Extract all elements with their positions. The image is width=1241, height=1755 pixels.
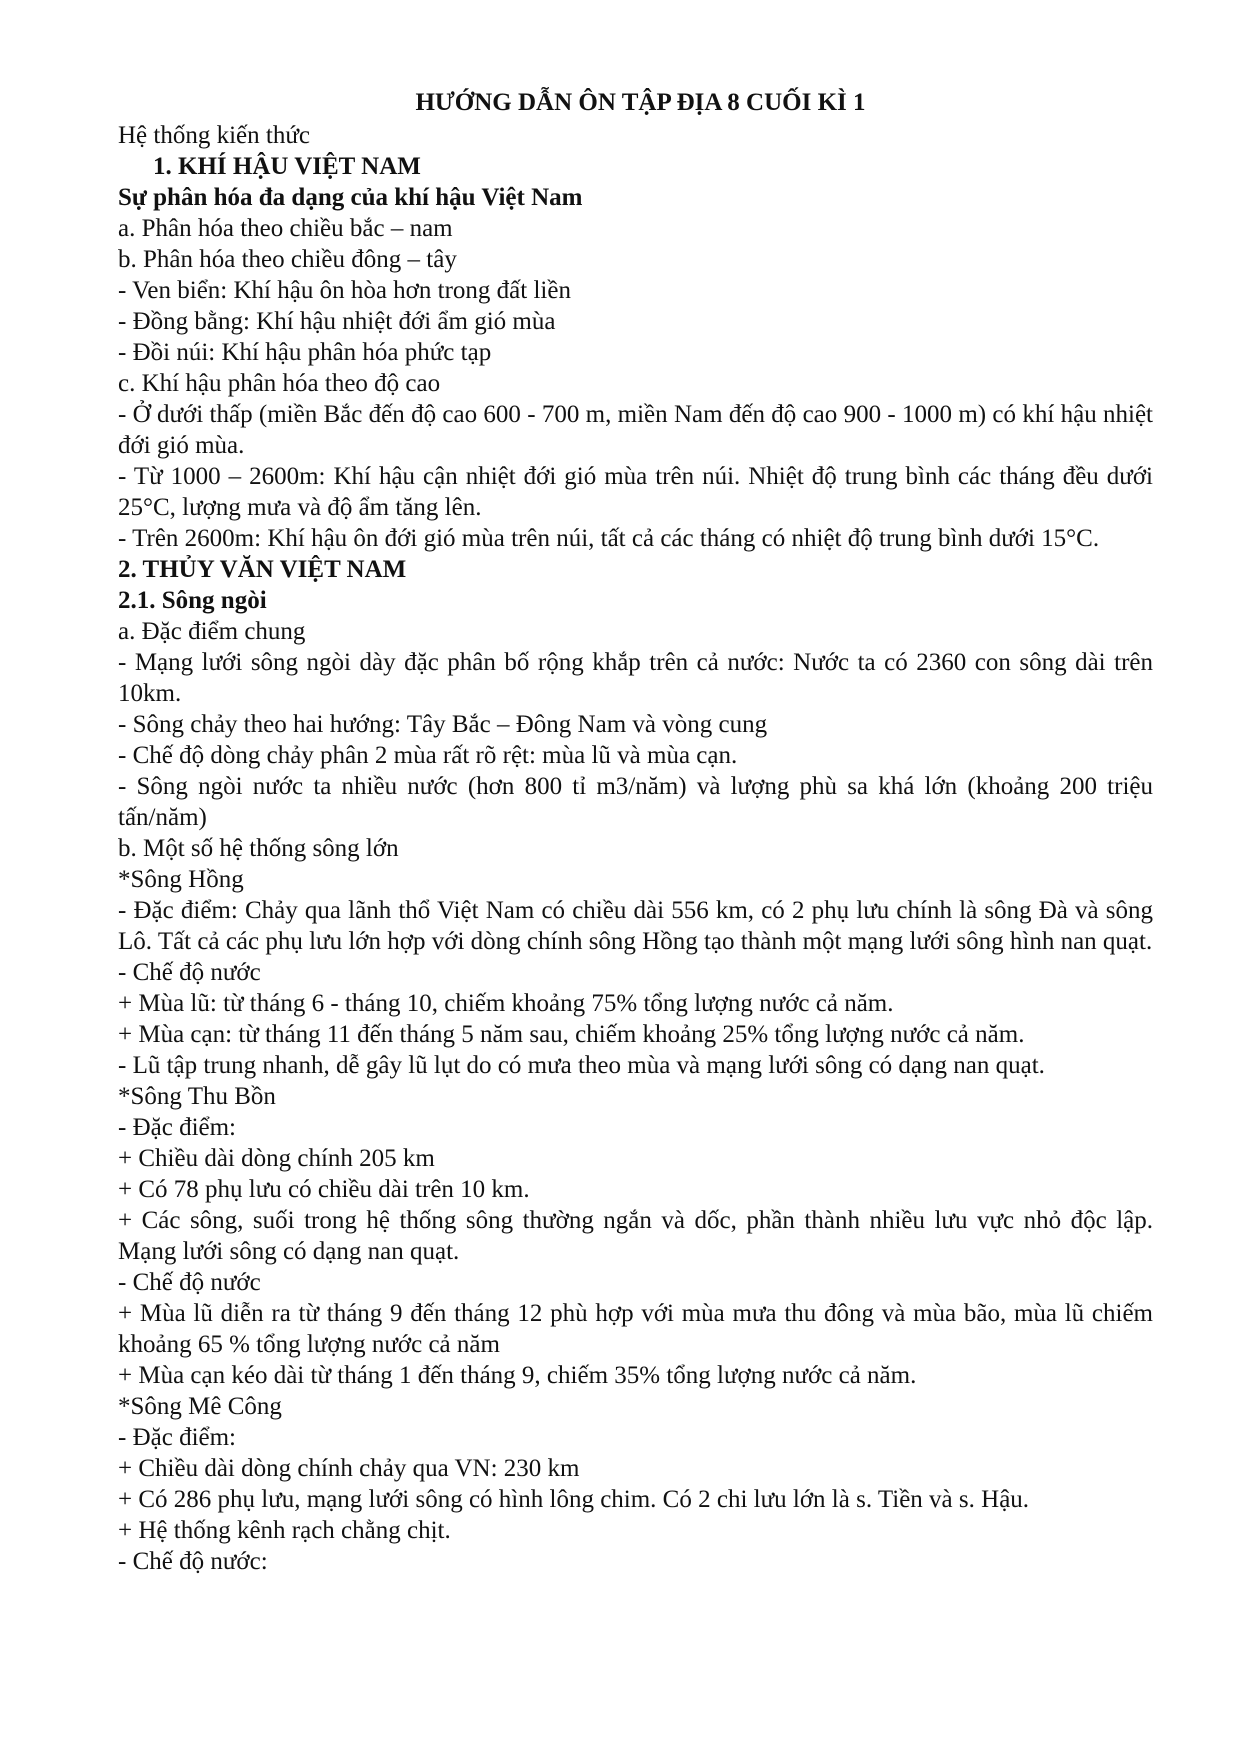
paragraph-line: *Sông Thu Bồn: [118, 1083, 276, 1110]
paragraph-line: - Chế độ dòng chảy phân 2 mùa rất rõ rệt: mùa lũ và mùa cạn.: [118, 742, 738, 769]
paragraph-line: - Đặc điểm: Chảy qua lãnh thổ Việt Nam có chiều dài 556 km, có 2 phụ lưu chính là sông Đà và sông Lô. Tất cả các phụ lưu lớn hợp với dòng chính sông Hồng tạo thành một mạng lưới sông hình nan quạt.: [118, 897, 1153, 955]
paragraph-line: *Sông Hồng: [118, 866, 244, 893]
paragraph-line: - Ven biển: Khí hậu ôn hòa hơn trong đất liền: [118, 277, 571, 304]
paragraph-line: - Đồi núi: Khí hậu phân hóa phức tạp: [118, 339, 492, 366]
paragraph-line: Hệ thống kiến thức: [118, 122, 310, 149]
paragraph-line: b. Một số hệ thống sông lớn: [118, 835, 399, 862]
paragraph-line: + Hệ thống kênh rạch chằng chịt.: [118, 1517, 451, 1544]
paragraph-line: + Chiều dài dòng chính chảy qua VN: 230 km: [118, 1455, 580, 1482]
paragraph-line: - Mạng lưới sông ngòi dày đặc phân bố rộng khắp trên cả nước: Nước ta có 2360 con sông dài trên 10km.: [118, 649, 1153, 707]
paragraph-line: - Từ 1000 – 2600m: Khí hậu cận nhiệt đới gió mùa trên núi. Nhiệt độ trung bình các tháng đều dưới 25°C, lượng mưa và độ ẩm tăng lên.: [118, 463, 1153, 521]
section-heading: 2.1. Sông ngòi: [118, 587, 267, 614]
document-page: [118, 86, 1153, 1577]
paragraph-line: - Chế độ nước: [118, 1269, 261, 1296]
document-title: HƯỚNG DẪN ÔN TẬP ĐỊA 8 CUỐI KÌ 1: [415, 89, 866, 116]
paragraph-line: b. Phân hóa theo chiều đông – tây: [118, 246, 457, 273]
paragraph-line: + Các sông, suối trong hệ thống sông thường ngắn và dốc, phần thành nhiều lưu vực nhỏ độc lập. Mạng lưới sông có dạng nan quạt.: [118, 1207, 1153, 1265]
paragraph-line: a. Đặc điểm chung: [118, 618, 306, 645]
paragraph-line: - Đặc điểm:: [118, 1114, 237, 1141]
section-heading: 1. KHÍ HẬU VIỆT NAM: [153, 153, 421, 180]
section-heading: 2. THỦY VĂN VIỆT NAM: [118, 556, 407, 583]
paragraph-line: - Trên 2600m: Khí hậu ôn đới gió mùa trên núi, tất cả các tháng có nhiệt độ trung bình dưới 15°C.: [118, 525, 1100, 552]
document-body: [118, 120, 1153, 1577]
paragraph-line: + Mùa lũ: từ tháng 6 - tháng 10, chiếm khoảng 75% tổng lượng nước cả năm.: [118, 990, 894, 1017]
paragraph-line: - Sông ngòi nước ta nhiều nước (hơn 800 tỉ m3/năm) và lượng phù sa khá lớn (khoảng 200 triệu tấn/năm): [118, 773, 1153, 831]
paragraph-line: + Mùa cạn: từ tháng 11 đến tháng 5 năm sau, chiếm khoảng 25% tổng lượng nước cả năm.: [118, 1021, 1025, 1048]
paragraph-line: *Sông Mê Công: [118, 1393, 282, 1420]
paragraph-line: - Ở dưới thấp (miền Bắc đến độ cao 600 - 700 m, miền Nam đến độ cao 900 - 1000 m) có khí hậu nhiệt đới gió mùa.: [118, 401, 1153, 459]
paragraph-line: - Đặc điểm:: [118, 1424, 237, 1451]
paragraph-line: - Sông chảy theo hai hướng: Tây Bắc – Đông Nam và vòng cung: [118, 711, 768, 738]
paragraph-line: a. Phân hóa theo chiều bắc – nam: [118, 215, 453, 242]
paragraph-line: - Lũ tập trung nhanh, dễ gây lũ lụt do có mưa theo mùa và mạng lưới sông có dạng nan quạt.: [118, 1052, 1045, 1079]
paragraph-line: + Mùa lũ diễn ra từ tháng 9 đến tháng 12 phù hợp với mùa mưa thu đông và mùa bão, mùa lũ chiếm khoảng 65 % tổng lượng nước cả năm: [118, 1300, 1153, 1358]
paragraph-line: - Chế độ nước: [118, 959, 261, 986]
paragraph-line: + Có 286 phụ lưu, mạng lưới sông có hình lông chim. Có 2 chi lưu lớn là s. Tiền và s. Hậu.: [118, 1486, 1030, 1513]
paragraph-line: + Chiều dài dòng chính 205 km: [118, 1145, 435, 1172]
paragraph-line: + Có 78 phụ lưu có chiều dài trên 10 km.: [118, 1176, 530, 1203]
section-heading: Sự phân hóa đa dạng của khí hậu Việt Nam: [118, 184, 583, 211]
paragraph-line: c. Khí hậu phân hóa theo độ cao: [118, 370, 441, 397]
paragraph-line: - Đồng bằng: Khí hậu nhiệt đới ẩm gió mùa: [118, 308, 556, 335]
paragraph-line: - Chế độ nước:: [118, 1548, 268, 1575]
paragraph-line: + Mùa cạn kéo dài từ tháng 1 đến tháng 9, chiếm 35% tổng lượng nước cả năm.: [118, 1362, 917, 1389]
